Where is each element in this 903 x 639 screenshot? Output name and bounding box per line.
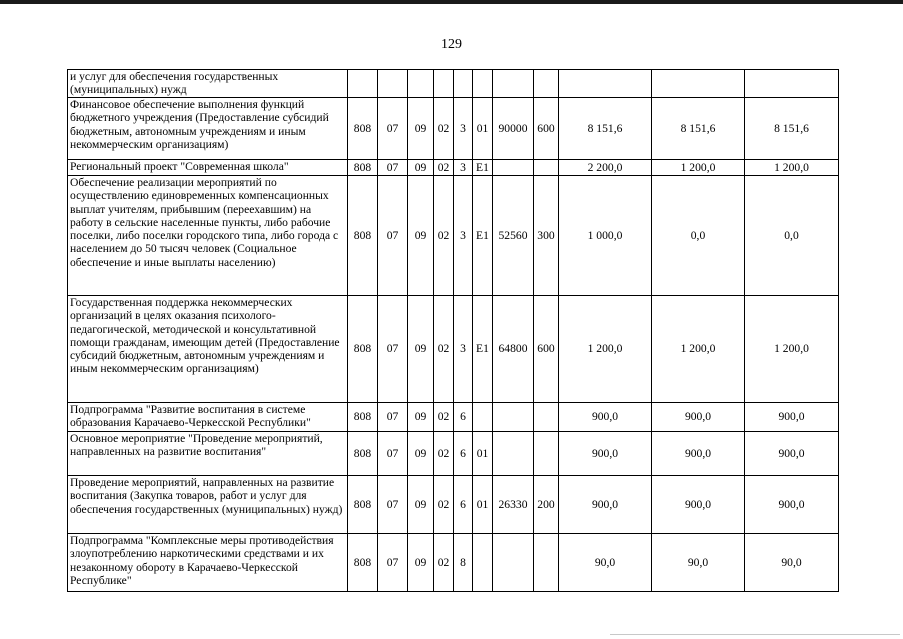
code-subprogram: 3 (454, 176, 473, 296)
table-row (68, 176, 839, 296)
code-subsection: 09 (408, 160, 434, 176)
code-subsection: 09 (408, 176, 434, 296)
code-activity (473, 70, 493, 98)
code-section: 07 (378, 160, 408, 176)
amount-year-2: 1 200,0 (652, 296, 745, 403)
amount-year-2: 900,0 (652, 432, 745, 476)
code-ministry: 808 (348, 534, 378, 592)
page-number: 129 (441, 37, 462, 52)
code-subprogram (454, 70, 473, 98)
budget-table (67, 69, 839, 592)
code-expense-type (534, 534, 559, 592)
code-activity: 01 (473, 98, 493, 160)
code-ministry: 808 (348, 160, 378, 176)
code-ministry: 808 (348, 296, 378, 403)
amount-year-2: 900,0 (652, 476, 745, 534)
code-subsection (408, 70, 434, 98)
row-description: Подпрограмма "Развитие воспитания в системе образования Карачаево-Черкесской Республики" (68, 403, 348, 432)
code-ministry (348, 70, 378, 98)
code-direction (493, 534, 534, 592)
code-subsection: 09 (408, 403, 434, 432)
code-subsection: 09 (408, 476, 434, 534)
code-program: 02 (434, 403, 454, 432)
amount-year-2 (652, 70, 745, 98)
code-expense-type (534, 70, 559, 98)
code-program: 02 (434, 534, 454, 592)
code-subprogram: 6 (454, 476, 473, 534)
code-direction (493, 403, 534, 432)
row-description: Государственная поддержка некоммерческих организаций в целях оказания психолого-педагогической, методической и консультативной помощи гражданам, имеющим детей (Предоставление субсидий бюджетным, автономным учреждениям и иным некоммерческим организациям) (68, 296, 348, 403)
amount-year-3: 1 200,0 (745, 296, 839, 403)
code-expense-type: 300 (534, 176, 559, 296)
table-row (68, 70, 839, 98)
amount-year-1: 1 000,0 (559, 176, 652, 296)
amount-year-3: 900,0 (745, 476, 839, 534)
code-ministry: 808 (348, 176, 378, 296)
code-activity: E1 (473, 160, 493, 176)
amount-year-3: 8 151,6 (745, 98, 839, 160)
code-expense-type (534, 160, 559, 176)
code-expense-type (534, 403, 559, 432)
table-row (68, 98, 839, 160)
amount-year-1: 2 200,0 (559, 160, 652, 176)
amount-year-1: 1 200,0 (559, 296, 652, 403)
row-description: Проведение мероприятий, направленных на развитие воспитания (Закупка товаров, работ и услуг для обеспечения государственных (муниципальных) нужд) (68, 476, 348, 534)
row-description: Подпрограмма "Комплексные меры противодействия злоупотреблению наркотическими средствами и их незаконному обороту в Карачаево-Черкесской Республике" (68, 534, 348, 592)
code-ministry: 808 (348, 98, 378, 160)
code-program: 02 (434, 476, 454, 534)
code-program: 02 (434, 98, 454, 160)
code-direction (493, 70, 534, 98)
table-row (68, 160, 839, 176)
amount-year-2: 900,0 (652, 403, 745, 432)
table-row (68, 534, 839, 592)
row-description: Обеспечение реализации мероприятий по осуществлению единовременных компенсационных выплат учителям, прибывшим (переехавшим) на работу в сельские населенные пункты, либо рабочие поселки, либо поселки городского типа, либо города с населением до 50 тысяч человек (Социальное обеспечение и иные выплаты населению) (68, 176, 348, 296)
code-subsection: 09 (408, 98, 434, 160)
code-program: 02 (434, 296, 454, 403)
top-border-rule (0, 0, 903, 4)
table-row (68, 432, 839, 476)
code-subsection: 09 (408, 432, 434, 476)
code-section: 07 (378, 296, 408, 403)
amount-year-3 (745, 70, 839, 98)
code-activity: 01 (473, 432, 493, 476)
code-activity: E1 (473, 176, 493, 296)
amount-year-1: 900,0 (559, 432, 652, 476)
amount-year-1 (559, 70, 652, 98)
code-expense-type: 600 (534, 296, 559, 403)
code-subprogram: 6 (454, 403, 473, 432)
amount-year-2: 0,0 (652, 176, 745, 296)
amount-year-3: 1 200,0 (745, 160, 839, 176)
code-activity (473, 403, 493, 432)
code-ministry: 808 (348, 403, 378, 432)
amount-year-1: 900,0 (559, 476, 652, 534)
code-ministry: 808 (348, 476, 378, 534)
code-subprogram: 3 (454, 160, 473, 176)
row-description: и услуг для обеспечения государственных (муниципальных) нужд (68, 70, 348, 98)
row-description: Финансовое обеспечение выполнения функций бюджетного учреждения (Предоставление субсидий бюджетным, автономным учреждениям и иным некоммерческим организациям) (68, 98, 348, 160)
code-direction: 52560 (493, 176, 534, 296)
code-section: 07 (378, 432, 408, 476)
code-program (434, 70, 454, 98)
code-activity (473, 534, 493, 592)
code-section: 07 (378, 534, 408, 592)
code-subprogram: 3 (454, 98, 473, 160)
code-direction (493, 160, 534, 176)
code-section: 07 (378, 403, 408, 432)
code-expense-type: 200 (534, 476, 559, 534)
code-section: 07 (378, 98, 408, 160)
amount-year-3: 900,0 (745, 403, 839, 432)
code-expense-type: 600 (534, 98, 559, 160)
code-program: 02 (434, 176, 454, 296)
scan-edge-line (610, 634, 900, 635)
code-direction: 26330 (493, 476, 534, 534)
code-direction: 64800 (493, 296, 534, 403)
code-ministry: 808 (348, 432, 378, 476)
code-expense-type (534, 432, 559, 476)
amount-year-2: 1 200,0 (652, 160, 745, 176)
amount-year-2: 90,0 (652, 534, 745, 592)
code-subprogram: 3 (454, 296, 473, 403)
code-direction (493, 432, 534, 476)
code-section: 07 (378, 176, 408, 296)
code-program: 02 (434, 160, 454, 176)
row-description: Региональный проект "Современная школа" (68, 160, 348, 176)
row-description: Основное мероприятие "Проведение мероприятий, направленных на развитие воспитания" (68, 432, 348, 476)
amount-year-1: 900,0 (559, 403, 652, 432)
amount-year-1: 8 151,6 (559, 98, 652, 160)
code-subsection: 09 (408, 296, 434, 403)
amount-year-3: 900,0 (745, 432, 839, 476)
code-subprogram: 6 (454, 432, 473, 476)
code-direction: 90000 (493, 98, 534, 160)
code-section (378, 70, 408, 98)
code-activity: 01 (473, 476, 493, 534)
amount-year-2: 8 151,6 (652, 98, 745, 160)
code-program: 02 (434, 432, 454, 476)
amount-year-1: 90,0 (559, 534, 652, 592)
table-row (68, 476, 839, 534)
code-subsection: 09 (408, 534, 434, 592)
table-row (68, 296, 839, 403)
code-activity: E1 (473, 296, 493, 403)
table-row (68, 403, 839, 432)
code-subprogram: 8 (454, 534, 473, 592)
amount-year-3: 0,0 (745, 176, 839, 296)
amount-year-3: 90,0 (745, 534, 839, 592)
code-section: 07 (378, 476, 408, 534)
